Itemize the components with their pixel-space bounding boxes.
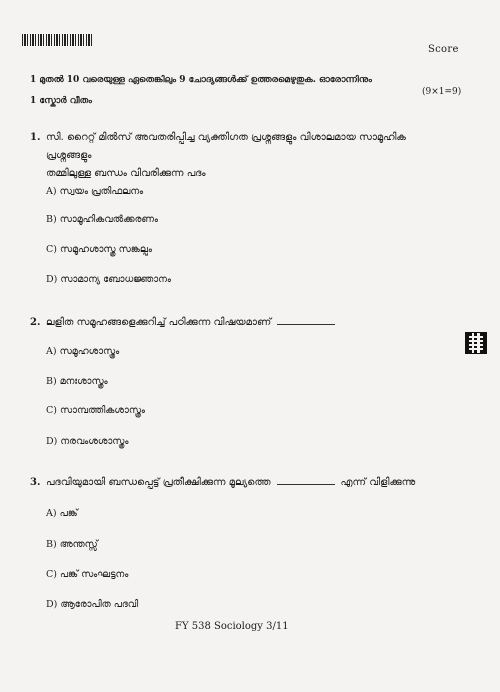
option-1d: D) സാമാന്യ ബോധജ്ഞാനം: [46, 274, 171, 285]
instruction-line-2: 1 സ്കോർ വീതം: [30, 96, 92, 106]
barcode: [22, 34, 92, 46]
option-3b: B) അന്തസ്സ്: [46, 539, 98, 550]
option-3d: D) ആരോപിത പദവി: [46, 599, 139, 610]
option-3a: A) പങ്ക്: [46, 508, 78, 519]
option-3c: C) പങ്ക് സംഘട്ടനം: [46, 569, 129, 580]
option-2c: C) സാമ്പത്തികശാസ്ത്രം: [46, 405, 145, 416]
option-1c: C) സമൂഹശാസ്ത്ര സങ്കല്പം: [46, 244, 152, 255]
question-text-line-1: സി. റൈറ്റ് മിൽസ് അവതരിപ്പിച്ച വ്യക്തിഗത പ്രശ്നങ്ങളും വിശാലമായ സാമൂഹിക പ്രശ്നങ്ങളും: [46, 132, 406, 161]
question-1: [30, 129, 446, 183]
question-text-line-2: തമ്മിലുള്ള ബന്ധം വിവരിക്കുന്ന പദം: [46, 168, 206, 179]
question-number: 2.: [30, 317, 41, 328]
marks-allocation: (9×1=9): [422, 87, 462, 97]
answer-blank: [277, 476, 335, 485]
question-2: [30, 314, 446, 332]
instruction-line-1: 1 മുതൽ 10 വരെയുള്ള ഏതെങ്കിലും 9 ചോദ്യങ്ങൾക്ക് ഉത്തരമെഴുതുക. ഓരോന്നിനും: [30, 75, 372, 85]
option-2b: B) മനഃശാസ്ത്രം: [46, 376, 108, 387]
page-footer: FY 538 Sociology 3/11: [175, 621, 289, 632]
option-1b: B) സാമൂഹികവൽക്കരണം: [46, 214, 158, 225]
question-text-part-1: പദവിയുമായി ബന്ധപ്പെട്ട് പ്രതീക്ഷിക്കുന്ന മൂല്യത്തെ: [46, 477, 271, 488]
option-2d: D) നരവംശശാസ്ത്രം: [46, 436, 129, 447]
question-text-part-2: എന്ന് വിളിക്കുന്നു: [340, 477, 416, 488]
score-label: Score: [428, 44, 459, 55]
question-text: ലളിത സമൂഹങ്ങളെക്കുറിച്ച് പഠിക്കുന്ന വിഷയമാണ്: [46, 317, 272, 328]
option-1a: A) സ്വയം പ്രതിഫലനം: [46, 186, 144, 197]
qr-code: [466, 333, 486, 353]
answer-blank: [277, 316, 335, 325]
question-number: 3.: [30, 477, 41, 488]
option-2a: A) സമൂഹശാസ്ത്രം: [46, 346, 120, 357]
question-number: 1.: [30, 132, 41, 143]
question-3: [30, 474, 446, 492]
